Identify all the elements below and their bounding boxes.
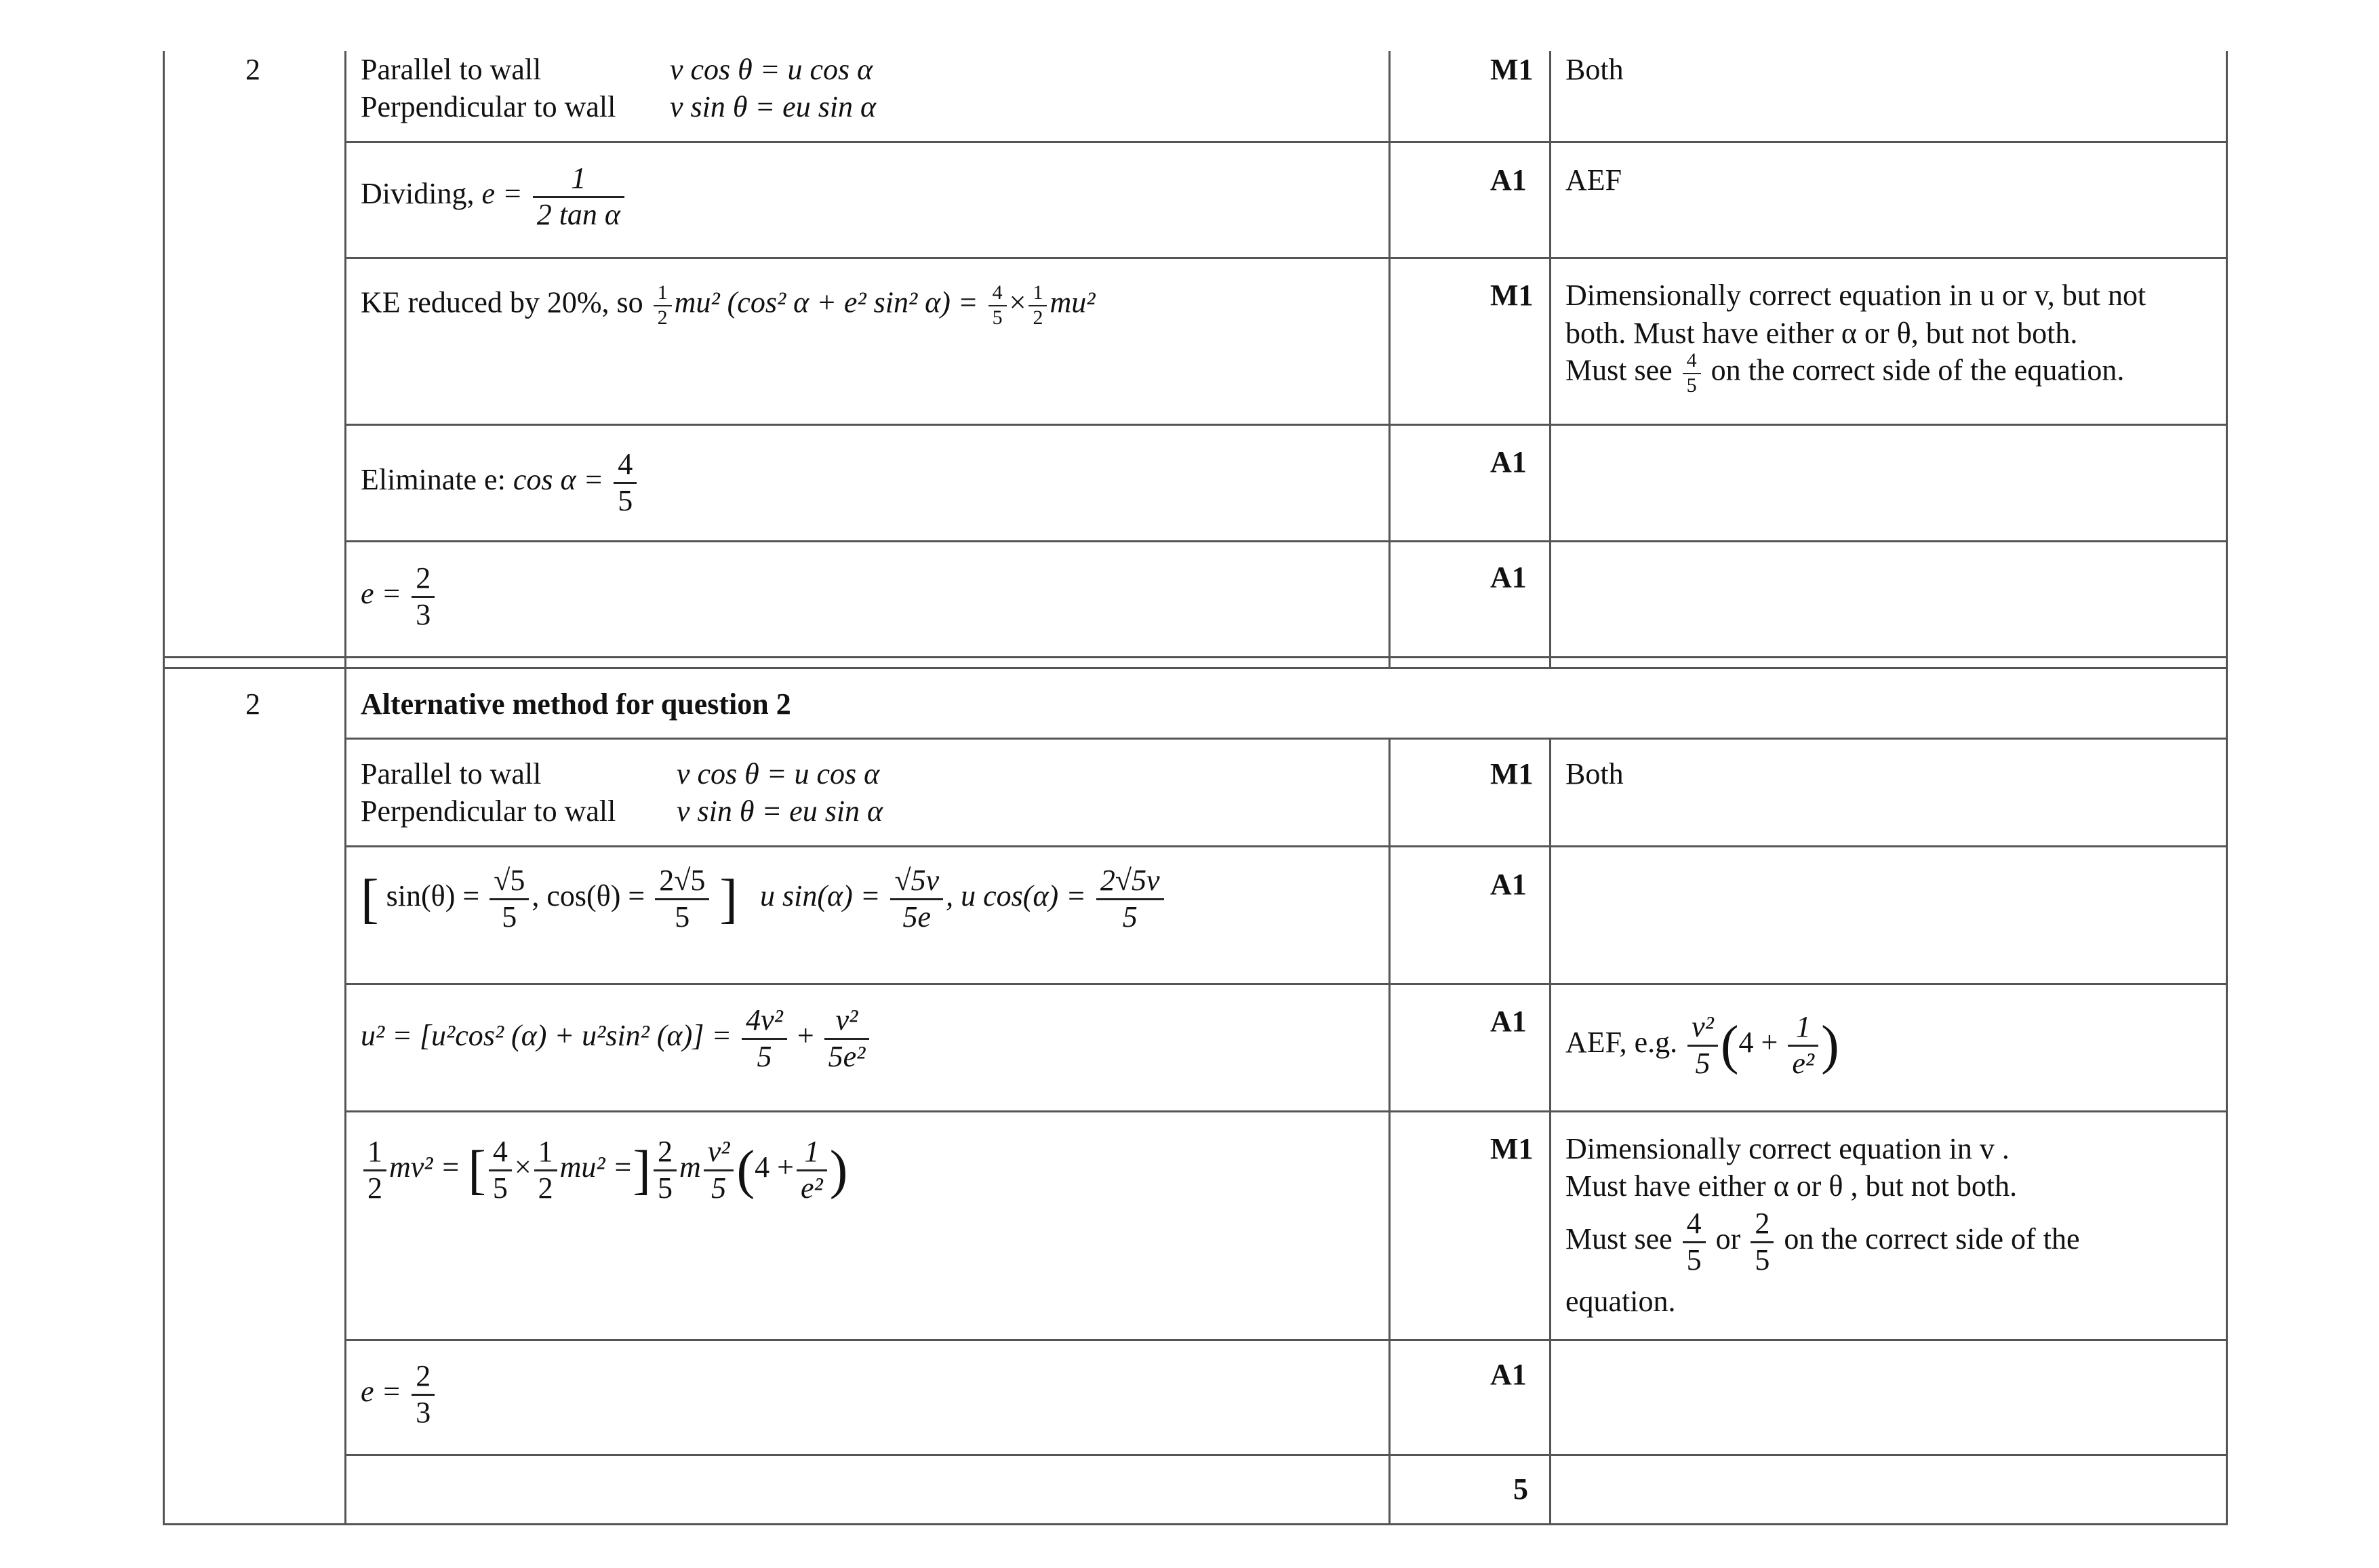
- answer-equation: v cos θ = u cos α: [677, 757, 880, 790]
- row-divider: [344, 983, 2228, 985]
- answer-equation: , cos(θ) =: [532, 879, 645, 913]
- answer-equation: u² = [u²cos² (α) + u²sin² (α)] =: [361, 1019, 732, 1053]
- fraction: $\frac{2√5}{5}$: [655, 864, 709, 934]
- answer-label: Parallel to wall: [361, 757, 542, 790]
- guidance-text: AEF: [1565, 163, 1622, 197]
- mark-code: A1: [1490, 1005, 1527, 1038]
- answer-equation: mu²: [1049, 285, 1096, 319]
- answer-expression: [361, 1359, 437, 1430]
- fraction: $\frac{4}{5}$: [614, 447, 637, 518]
- mark-code: M1: [1490, 279, 1534, 312]
- mark-code: A1: [1490, 868, 1527, 901]
- fraction: $\frac{1}{\text{2 tan α}}$: [533, 161, 624, 232]
- guidance-text: Must see $\frac{4}{5}$ on the correct side of the equation.: [1565, 349, 2125, 397]
- guidance-text: Dimensionally correct equation in v .: [1565, 1132, 2010, 1165]
- answer-label: Perpendicular to wall: [361, 795, 616, 828]
- column-divider-mark-2: [1388, 738, 1391, 1525]
- question-number: 2: [245, 53, 260, 86]
- mark-code: A1: [1490, 163, 1527, 197]
- guidance-text: equation.: [1565, 1285, 1676, 1318]
- fraction: $\frac{√5v}{5e}$: [890, 864, 943, 934]
- answer-equation: cos α =: [513, 463, 604, 497]
- fraction: $\frac{1}{2}$: [654, 281, 672, 329]
- row-divider: [344, 738, 2228, 740]
- answer-expression: [ sin(θ) = $\frac{√5}{5}$ , cos(θ) = $\frac{2√5}{5}$ ] u sin(α) = $\frac{√5v}{5e}$ , u cos(α) = $\frac{2√5v}{5}$: [361, 862, 1167, 936]
- right-border: [2226, 51, 2228, 1525]
- answer-expression: [361, 447, 639, 518]
- fraction: $\frac{1}{\text{e²}}$: [797, 1135, 827, 1205]
- mark-code: M1: [1490, 53, 1534, 86]
- column-divider-guidance-1: [1549, 51, 1551, 669]
- section-divider: [163, 667, 2228, 669]
- fraction: $\frac{4}{5}$: [1683, 349, 1701, 397]
- answer-equation: e =: [361, 1375, 402, 1409]
- answer-label: Perpendicular to wall: [361, 90, 616, 123]
- guidance-text: both. Must have either α or θ, but not both.: [1565, 317, 2078, 350]
- answer-equation: u sin(α) =: [760, 879, 881, 913]
- guidance-text: Must see $\frac{4}{5}$ or $\frac{2}{5}$ on the correct side of the: [1565, 1207, 2080, 1276]
- mark-code: A1: [1490, 1358, 1527, 1391]
- answer-text: Dividing,: [361, 177, 475, 211]
- guidance-text: Dimensionally correct equation in u or v, but not: [1565, 279, 2146, 312]
- fraction: $\frac{1}{2}$: [534, 1135, 557, 1205]
- answer-label: Parallel to wall: [361, 53, 542, 86]
- question-number: 2: [245, 687, 260, 721]
- answer-expression: [361, 161, 627, 232]
- total-marks: 5: [1513, 1472, 1528, 1506]
- answer-equation: , u cos(α) =: [946, 879, 1086, 913]
- row-divider: [344, 424, 2228, 426]
- fraction: $\frac{2√5v}{5}$: [1096, 864, 1164, 934]
- fraction: $\frac{4}{5}$: [489, 1135, 512, 1205]
- row-divider: [344, 1339, 2228, 1341]
- answer-equation: mu² =: [559, 1150, 633, 1184]
- row-divider: [344, 257, 2228, 259]
- mark-code: M1: [1490, 757, 1534, 790]
- fraction: $\frac{4}{5}$: [1683, 1207, 1706, 1277]
- row-divider: [344, 1454, 2228, 1456]
- mark-code: A1: [1490, 445, 1527, 479]
- mark-code: A1: [1490, 561, 1527, 594]
- row-divider: [344, 141, 2228, 143]
- column-divider-mark-1: [1388, 51, 1391, 669]
- fraction: $\frac{\text{v²}}{\text{5e²}}$: [824, 1003, 870, 1074]
- column-divider-question: [344, 51, 346, 1525]
- fraction: $\frac{\text{4v²}}{5}$: [742, 1003, 787, 1074]
- fraction: $\frac{2}{3}$: [412, 1359, 435, 1430]
- answer-expression: [361, 561, 437, 632]
- row-divider: [344, 845, 2228, 847]
- answer-equation: mu² (cos² α + e² sin² α) =: [674, 285, 978, 319]
- guidance-text: Both: [1565, 757, 1624, 790]
- answer-equation: sin(θ) =: [386, 879, 480, 913]
- answer-expression: u² = [u²cos² (α) + u²sin² (α)] = $\frac{\text{4v²}}{5}$ + $\frac{\text{v²}}{\text{5e²}}$: [361, 1003, 872, 1074]
- fraction: $\frac{4}{5}$: [988, 281, 1007, 329]
- row-divider: [344, 540, 2228, 542]
- answer-expression: $\frac{1}{2}$ mv² = [ $\frac{4}{5}$ × $\frac{1}{2}$ mu² =] $\frac{2}{5}$ m $\frac{\text{v²}}{5}$ (4 + $\frac{1}{\text{e²}}$ ): [361, 1133, 847, 1207]
- answer-equation: e =: [481, 177, 523, 211]
- section-divider: [163, 656, 2228, 658]
- section-title: Alternative method for question 2: [361, 687, 791, 721]
- answer-text: Eliminate e:: [361, 463, 506, 497]
- bottom-border: [163, 1523, 2228, 1525]
- fraction: $\frac{\text{v²}}{5}$: [1687, 1010, 1718, 1081]
- guidance-text: Must have either α or θ , but not both.: [1565, 1169, 2018, 1203]
- row-divider: [344, 1110, 2228, 1112]
- answer-expression: KE reduced by 20%, so $\frac{1}{2}$ mu² (cos² α + e² sin² α) = $\frac{4}{5}$ × $\frac{1}{2}$ mu²: [361, 281, 1096, 329]
- answer-equation: mv² =: [389, 1150, 461, 1184]
- fraction: $\frac{2}{3}$: [412, 561, 435, 632]
- fraction: $\frac{2}{5}$: [1751, 1207, 1774, 1277]
- fraction: $\frac{1}{2}$: [363, 1135, 386, 1205]
- fraction: $\frac{2}{5}$: [654, 1135, 677, 1205]
- fraction: $\frac{1}{2}$: [1028, 281, 1047, 329]
- guidance-text: Both: [1565, 53, 1624, 86]
- answer-equation: v sin θ = eu sin α: [677, 795, 883, 828]
- fraction: $\frac{1}{\text{e²}}$: [1788, 1010, 1818, 1081]
- answer-equation: v sin θ = eu sin α: [670, 90, 877, 123]
- guidance-text: AEF, e.g. $\frac{\text{v²}}{5}$ (4 + $\frac{1}{\text{e²}}$ ): [1565, 1009, 1839, 1080]
- answer-text: KE reduced by 20%, so: [361, 285, 643, 319]
- fraction: $\frac{\text{v²}}{5}$: [704, 1135, 734, 1205]
- left-border: [163, 51, 165, 1525]
- fraction: $\frac{√5}{5}$: [489, 864, 529, 934]
- answer-equation: v cos θ = u cos α: [670, 53, 873, 86]
- mark-code: M1: [1490, 1132, 1534, 1165]
- answer-equation: e =: [361, 577, 402, 611]
- column-divider-guidance-2: [1549, 738, 1551, 1525]
